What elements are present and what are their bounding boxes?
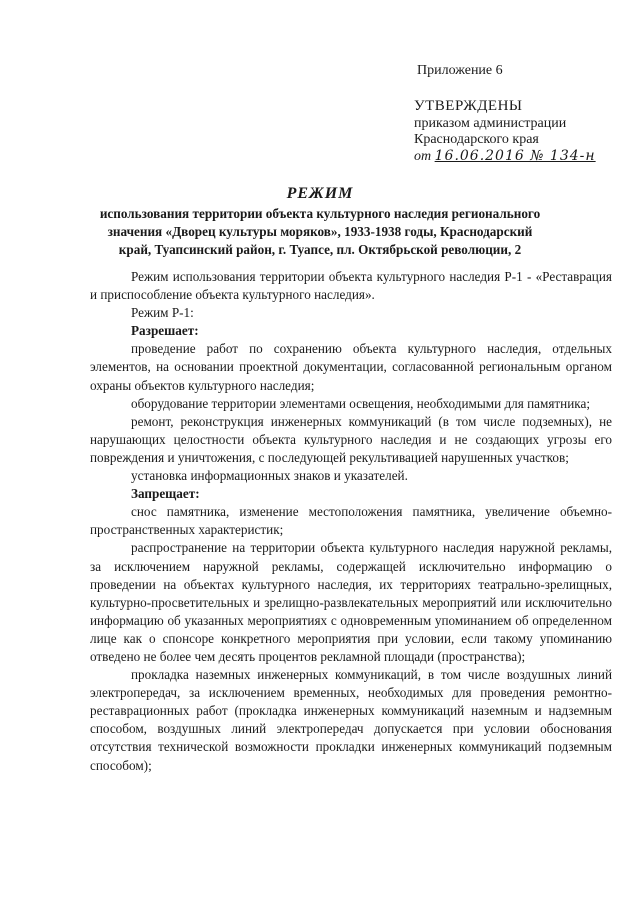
paragraph-prohibited-3: прокладка наземных инженерных коммуникаций, в том числе воздушных линий электропередач, за исключением временных, необходимых для проведения ремонтно-реставрационных работ (прокладка инженерных коммуникаций наземным и надземным способом, воздушных линий электропередач допускается при условии обоснования отсутствия технической возможности прокладки инженерных коммуникаций подземным способом); <box>90 667 612 773</box>
approval-line-1: приказом администрации <box>414 116 567 131</box>
paragraph-allowed-2: оборудование территории элементами освещения, необходимыми для памятника; <box>131 395 591 411</box>
document-body <box>90 268 612 775</box>
date-prefix: от <box>414 149 432 164</box>
approval-date-line <box>414 148 634 165</box>
heading-prohibits: Запрещает: <box>131 486 200 502</box>
approved-heading: УТВЕРЖДЕНЫ <box>414 98 523 114</box>
paragraph-prohibited-2: распространение на территории объекта культурного наследия наружной рекламы, за исключением наружной рекламы, содержащей исключительно информацию о проведении на объектах культурного наследия, их территориях театрально-зрелищных, культурно-просветительных и зрелищно-развлекательных мероприятий или исключительно информацию об указанных мероприятиях с одновременным упоминанием об определенном лице как о спонсоре конкретного мероприятия при условии, если такому упоминанию отведено не более чем десять процентов рекламной площади (пространства); <box>90 540 612 664</box>
approval-block <box>414 98 634 165</box>
paragraph-allowed-3: ремонт, реконструкция инженерных коммуникаций (в том числе подземных), не нарушающих целостности объекта культурного наследия и не создающих угрозы его повреждения и уничтожения, с последующей рекультивацией нарушенных участков; <box>90 413 612 465</box>
paragraph-regime-label: Режим Р-1: <box>131 305 194 321</box>
paragraph-allowed-4: установка информационных знаков и указателей. <box>131 468 408 484</box>
appendix-label: Приложение 6 <box>417 63 503 78</box>
document-subtitle: использования территории объекта культурного наследия регионального значения «Дворец культуры моряков», 1933-1938 годы, Краснодарский край, Туапсинский район, г. Туапсе, пл. Октябрьской революции, 2 <box>99 206 541 257</box>
heading-allows: Разрешает: <box>131 323 199 339</box>
paragraph-prohibited-1: снос памятника, изменение местоположения памятника, увеличение объемно-пространственных характеристик; <box>90 504 612 538</box>
paragraph-regime-intro: Режим использования территории объекта культурного наследия Р-1 - «Реставрация и приспособление объекта культурного наследия». <box>90 269 612 303</box>
document-title: РЕЖИМ <box>286 185 354 202</box>
paragraph-allowed-1: проведение работ по сохранению объекта культурного наследия, отдельных элементов, на основании проектной документации, согласованной региональным органом охраны объектов культурного наследия; <box>90 341 612 393</box>
handwritten-date: 16.06.2016 № 134-н <box>434 148 596 164</box>
approval-line-2: Краснодарского края <box>414 132 539 147</box>
